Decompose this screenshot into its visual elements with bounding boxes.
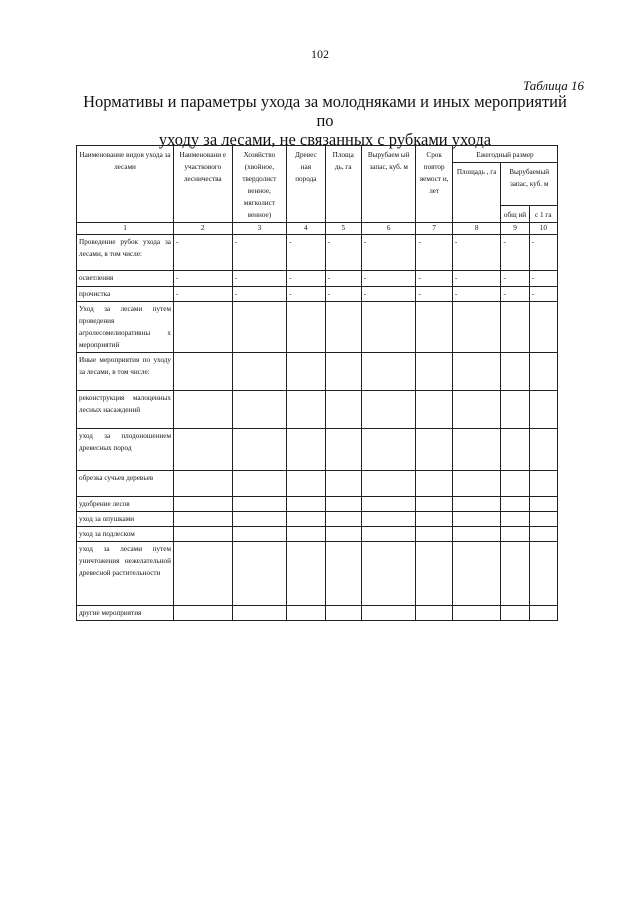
table-cell xyxy=(452,527,501,542)
table-cell xyxy=(174,542,233,606)
table-cell xyxy=(361,512,416,527)
table-cell: - xyxy=(361,287,416,302)
table-cell xyxy=(174,606,233,621)
table-cell xyxy=(501,512,529,527)
table-cell xyxy=(325,606,361,621)
table-cell xyxy=(174,512,233,527)
table-cell xyxy=(416,429,452,471)
table-cell xyxy=(287,527,325,542)
table-cell xyxy=(501,471,529,497)
column-number: 4 xyxy=(287,223,325,235)
table-cell xyxy=(361,527,416,542)
row-work-type: уход за лесами путем уничтожения нежелательной древесной растительности xyxy=(77,542,174,606)
table-cell xyxy=(501,391,529,429)
table-cell xyxy=(361,606,416,621)
table-cell xyxy=(529,429,557,471)
row-work-type: уход за подлеском xyxy=(77,527,174,542)
row-work-type: удобрение лесов xyxy=(77,497,174,512)
table-cell xyxy=(416,606,452,621)
table-cell xyxy=(501,497,529,512)
table-cell xyxy=(529,497,557,512)
header-per-ha: с 1 га xyxy=(529,206,557,223)
column-number: 9 xyxy=(501,223,529,235)
table-cell xyxy=(174,429,233,471)
row-work-type: Иные мероприятия по уходу за лесами, в том числе: xyxy=(77,353,174,391)
document-title xyxy=(80,92,570,149)
table-cell xyxy=(452,471,501,497)
table-cell xyxy=(287,606,325,621)
table-cell xyxy=(174,497,233,512)
table-cell xyxy=(174,391,233,429)
table-cell: - xyxy=(361,235,416,271)
table-cell xyxy=(529,527,557,542)
table-cell xyxy=(174,302,233,353)
table-cell xyxy=(452,353,501,391)
table-cell: - xyxy=(361,271,416,287)
table-cell xyxy=(232,512,287,527)
table-cell xyxy=(361,497,416,512)
table-cell xyxy=(416,391,452,429)
table-cell xyxy=(325,302,361,353)
header-annual-size: Ежегодный размер xyxy=(452,146,557,163)
table-cell xyxy=(501,353,529,391)
header-tree-species: Древес ная порода xyxy=(287,146,325,223)
row-work-type: реконструкция малоценных лесных насаждений xyxy=(77,391,174,429)
table-cell xyxy=(325,512,361,527)
table-cell: - xyxy=(452,271,501,287)
table-cell xyxy=(501,527,529,542)
table-cell xyxy=(416,471,452,497)
column-number: 3 xyxy=(232,223,287,235)
table-cell xyxy=(174,353,233,391)
table-row xyxy=(77,429,558,471)
column-number: 5 xyxy=(325,223,361,235)
table-cell xyxy=(232,429,287,471)
table-cell xyxy=(529,512,557,527)
table-cell xyxy=(325,527,361,542)
table-row xyxy=(77,512,558,527)
table-cell xyxy=(287,542,325,606)
table-cell xyxy=(529,302,557,353)
column-number: 7 xyxy=(416,223,452,235)
table-cell xyxy=(416,527,452,542)
title-line-2: уходу за лесами, не связанных с рубками ухода xyxy=(158,130,492,149)
table-cell xyxy=(529,471,557,497)
table-cell: - xyxy=(452,287,501,302)
table-cell xyxy=(529,542,557,606)
table-cell: - xyxy=(529,235,557,271)
table-cell xyxy=(529,391,557,429)
column-number: 2 xyxy=(174,223,233,235)
table-cell xyxy=(529,606,557,621)
table-cell xyxy=(416,497,452,512)
header-area: Площа дь, га xyxy=(325,146,361,223)
row-work-type: другие мероприятия xyxy=(77,606,174,621)
table-cell: - xyxy=(416,287,452,302)
table-cell xyxy=(361,471,416,497)
header-annual-cut-stock: Вырубаемый запас, куб. м xyxy=(501,163,558,206)
column-number: 10 xyxy=(529,223,557,235)
row-work-type: прочистка xyxy=(77,287,174,302)
column-number: 8 xyxy=(452,223,501,235)
table-cell: - xyxy=(416,271,452,287)
table-row xyxy=(77,353,558,391)
table-cell xyxy=(287,497,325,512)
row-work-type: осветления xyxy=(77,271,174,287)
table-cell xyxy=(452,542,501,606)
table-cell xyxy=(287,429,325,471)
table-body xyxy=(77,235,558,621)
table-cell xyxy=(325,391,361,429)
table-cell xyxy=(452,497,501,512)
table-cell xyxy=(232,391,287,429)
table-row xyxy=(77,302,558,353)
table-cell: - xyxy=(325,271,361,287)
header-work-type: Наименование видов ухода за лесами xyxy=(77,146,174,223)
table-cell xyxy=(174,527,233,542)
table-cell: - xyxy=(174,271,233,287)
table-cell xyxy=(416,542,452,606)
table-cell xyxy=(232,353,287,391)
table-cell xyxy=(416,302,452,353)
table-row xyxy=(77,471,558,497)
table-cell xyxy=(325,429,361,471)
column-number: 1 xyxy=(77,223,174,235)
table-cell: - xyxy=(325,287,361,302)
table-cell xyxy=(501,542,529,606)
row-work-type: Проведение рубок ухода за лесами, в том числе: xyxy=(77,235,174,271)
table-cell xyxy=(452,512,501,527)
table-cell: - xyxy=(232,287,287,302)
table-row xyxy=(77,606,558,621)
row-work-type: обрезка сучьев деревьев xyxy=(77,471,174,497)
table-cell xyxy=(287,512,325,527)
table-cell: - xyxy=(232,271,287,287)
table-cell xyxy=(361,391,416,429)
table-cell: - xyxy=(529,287,557,302)
table-cell xyxy=(529,353,557,391)
header-economy: Хозяйство (хвойное, твердолист венное, мягколист венное) xyxy=(232,146,287,223)
table-cell: - xyxy=(174,235,233,271)
row-work-type: Уход за лесами путем проведения агролесомелиоративны х мероприятий xyxy=(77,302,174,353)
table-cell: - xyxy=(325,235,361,271)
table-cell xyxy=(174,471,233,497)
table-cell xyxy=(452,429,501,471)
table-cell: - xyxy=(287,271,325,287)
table-cell xyxy=(501,606,529,621)
row-work-type: уход за плодоношением древесных пород xyxy=(77,429,174,471)
header-annual-area: Площадь , га xyxy=(452,163,501,223)
norms-table xyxy=(76,145,558,621)
table-row xyxy=(77,287,558,302)
table-cell xyxy=(361,302,416,353)
table-cell: - xyxy=(452,235,501,271)
table-row xyxy=(77,391,558,429)
table-cell xyxy=(287,471,325,497)
table-cell xyxy=(287,353,325,391)
table-cell xyxy=(232,497,287,512)
table-cell: - xyxy=(287,235,325,271)
table-cell xyxy=(501,302,529,353)
table-cell xyxy=(232,302,287,353)
table-cell xyxy=(232,542,287,606)
table-cell xyxy=(232,527,287,542)
table-row xyxy=(77,497,558,512)
table-cell xyxy=(325,471,361,497)
table-cell xyxy=(287,391,325,429)
table-cell: - xyxy=(501,235,529,271)
table-row xyxy=(77,271,558,287)
table-cell xyxy=(361,429,416,471)
table-cell xyxy=(232,606,287,621)
page-number: 102 xyxy=(311,47,329,61)
table-cell: - xyxy=(287,287,325,302)
table-cell xyxy=(361,542,416,606)
table-cell xyxy=(452,302,501,353)
table-cell xyxy=(501,429,529,471)
table-cell xyxy=(325,497,361,512)
header-forestry-district: Наименовани е участкового лесничества xyxy=(174,146,233,223)
table-row xyxy=(77,235,558,271)
column-number: 6 xyxy=(361,223,416,235)
header-total: общ ий xyxy=(501,206,529,223)
table-cell: - xyxy=(232,235,287,271)
table-row xyxy=(77,527,558,542)
table-cell xyxy=(452,391,501,429)
table-cell: - xyxy=(501,287,529,302)
table-cell xyxy=(452,606,501,621)
row-work-type: уход за опушками xyxy=(77,512,174,527)
header-cut-stock: Вырубаем ый запас, куб. м xyxy=(361,146,416,223)
table-cell xyxy=(325,353,361,391)
table-cell xyxy=(416,512,452,527)
table-row xyxy=(77,542,558,606)
table-cell xyxy=(287,302,325,353)
table-cell: - xyxy=(416,235,452,271)
table-cell: - xyxy=(529,271,557,287)
table-cell xyxy=(361,353,416,391)
title-line-1: Нормативы и параметры ухода за молодняками и иных мероприятий по xyxy=(83,92,567,130)
table-cell xyxy=(325,542,361,606)
table-caption: Таблица 16 xyxy=(522,78,584,93)
column-numbers-row xyxy=(77,223,558,235)
table-cell xyxy=(416,353,452,391)
header-repeat-period: Срок повтор яемост и, лет xyxy=(416,146,452,223)
table-cell: - xyxy=(501,271,529,287)
table-cell: - xyxy=(174,287,233,302)
table-cell xyxy=(232,471,287,497)
